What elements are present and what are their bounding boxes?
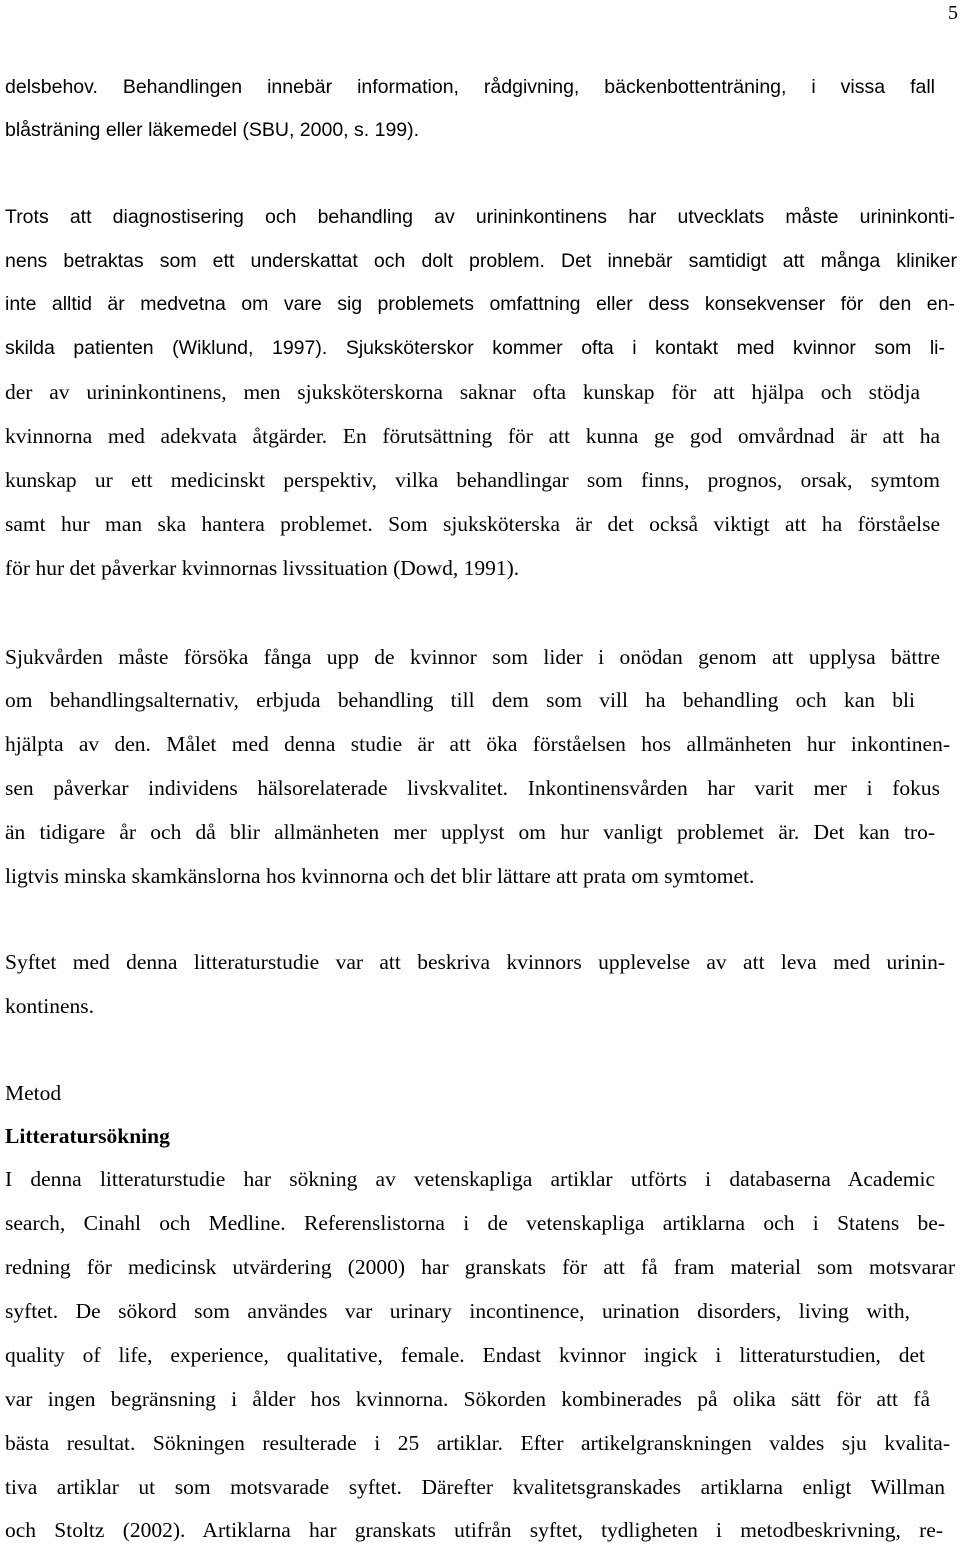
text-line: för hur det påverkar kvinnornas livssituation (Dowd, 1991).: [5, 556, 520, 580]
text-line: inte alltid är medvetna om vare sig problemets omfattning eller dess konsekvenser för den en-: [5, 293, 955, 315]
text-line: än tidigare år och då blir allmänheten mer upplyst om hur vanligt problemet är. Det kan tro-: [5, 820, 935, 844]
subsection-heading: Litteratursökning: [5, 1124, 170, 1148]
text-line: samt hur man ska hantera problemet. Som sjuksköterska är det också viktigt att ha förståelse: [5, 512, 940, 536]
text-line: ligtvis minska skamkänslorna hos kvinnorna och det blir lättare att prata om symtomet.: [5, 864, 755, 888]
text-line: var ingen begränsning i ålder hos kvinnorna. Sökorden kombinerades på olika sätt för att få: [5, 1387, 930, 1411]
text-line: search, Cinahl och Medline. Referenslistorna i de vetenskapliga artiklarna och i Statens be-: [5, 1211, 945, 1235]
text-line: Sjukvården måste försöka fånga upp de kvinnor som lider i onödan genom att upplysa bättre: [5, 645, 940, 669]
text-line: redning för medicinsk utvärdering (2000) har granskats för att få fram material som motsvarar: [5, 1255, 955, 1279]
text-line: tiva artiklar ut som motsvarade syftet. Därefter kvalitetsgranskades artiklarna enligt Willman: [5, 1475, 945, 1499]
section-heading: Metod: [5, 1081, 62, 1105]
text-line: Syftet med denna litteraturstudie var att beskriva kvinnors upplevelse av att leva med urinin-: [5, 950, 945, 974]
text-line: sen påverkar individens hälsorelaterade livskvalitet. Inkontinensvården har varit mer i fokus: [5, 776, 940, 800]
text-line: bästa resultat. Sökningen resulterade i 25 artiklar. Efter artikelgranskningen valdes sju kvalita-: [5, 1431, 950, 1455]
text-line: skilda patienten (Wiklund, 1997). Sjuksköterskor kommer ofta i kontakt med kvinnor som li-: [5, 337, 945, 359]
text-line: hjälpta av den. Målet med denna studie är att öka förståelsen hos allmänheten hur inkontinen-: [5, 732, 950, 756]
text-line: Trots att diagnostisering och behandling av urininkontinens har utvecklats måste urininkonti-: [5, 206, 955, 228]
text-line: der av urininkontinens, men sjuksköterskorna saknar ofta kunskap för att hjälpa och stödja: [5, 380, 920, 404]
text-line: kunskap ur ett medicinskt perspektiv, vilka behandlingar som finns, prognos, orsak, symtom: [5, 468, 940, 492]
text-line: syftet. De sökord som användes var urinary incontinence, urination disorders, living with,: [5, 1299, 910, 1323]
text-line: om behandlingsalternativ, erbjuda behandling till dem som vill ha behandling och kan bli: [5, 688, 915, 712]
text-line: blåsträning eller läkemedel (SBU, 2000, s. 199).: [5, 119, 420, 141]
text-line: kvinnorna med adekvata åtgärder. En förutsättning för att kunna ge god omvårdnad är att ha: [5, 424, 940, 448]
text-line: kontinens.: [5, 994, 94, 1018]
text-line: quality of life, experience, qualitative, female. Endast kvinnor ingick i litteraturstudien, det: [5, 1343, 925, 1367]
text-line: delsbehov. Behandlingen innebär information, rådgivning, bäckenbottenträning, i vissa fall: [5, 76, 935, 98]
page-number: 5: [948, 2, 958, 24]
text-line: I denna litteraturstudie har sökning av vetenskapliga artiklar utförts i databaserna Academic: [5, 1167, 935, 1191]
text-line: och Stoltz (2002). Artiklarna har granskats utifrån syftet, tydligheten i metodbeskrivning, re-: [5, 1518, 943, 1542]
text-line: nens betraktas som ett underskattat och dolt problem. Det innebär samtidigt att många kliniker: [5, 250, 957, 272]
